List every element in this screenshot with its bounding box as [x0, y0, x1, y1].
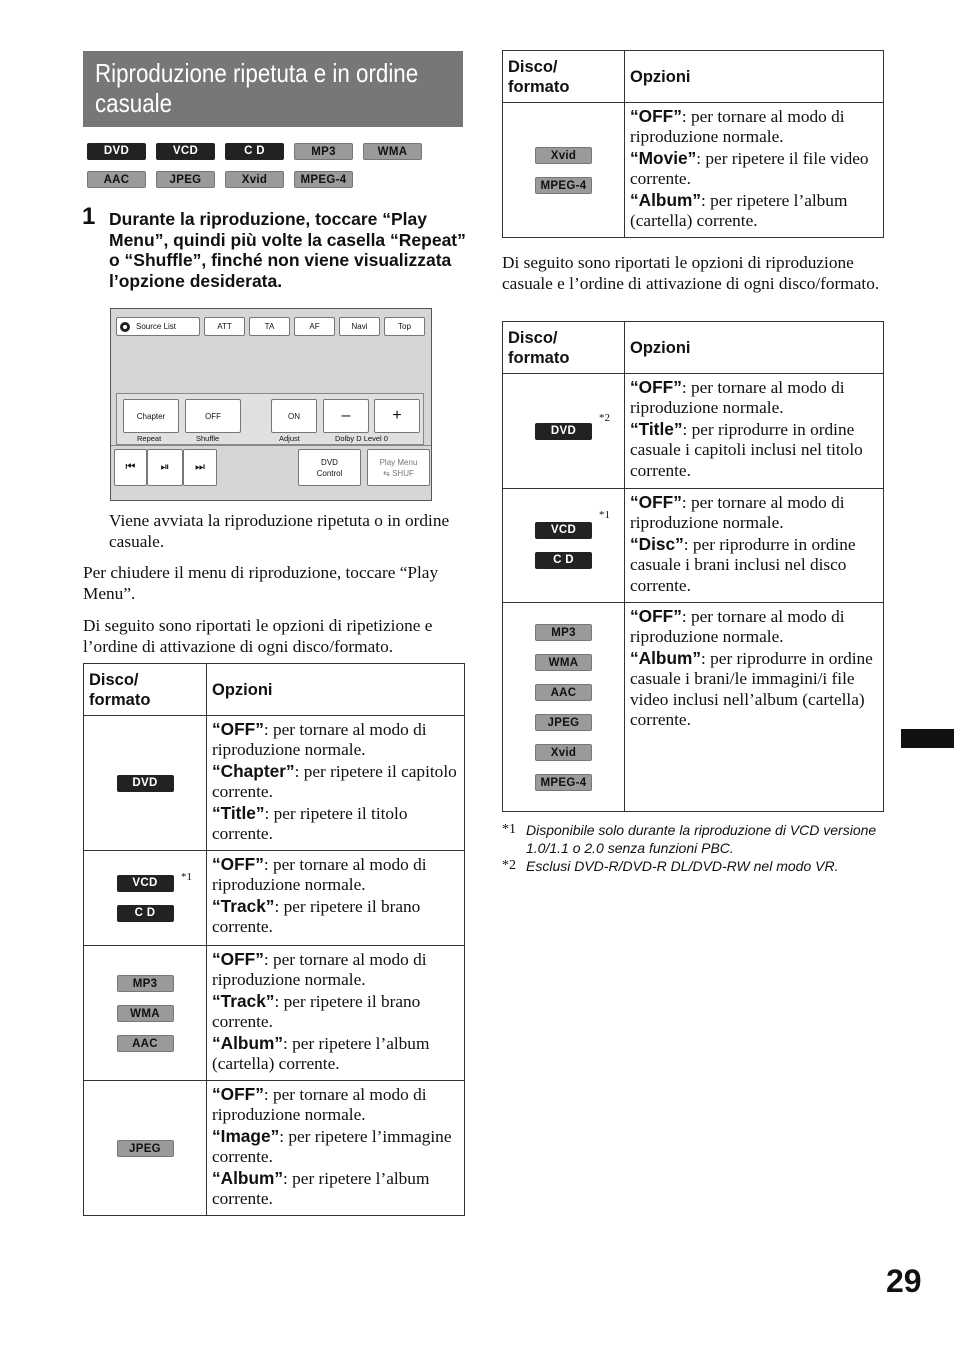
- device-bottom-bar: [111, 445, 431, 491]
- option-description: : per ripetere l’immagine corrente.: [212, 1126, 452, 1167]
- option-key: “Disc”: [630, 533, 684, 554]
- footnote-text: Esclusi DVD-R/DVD-R DL/DVD-RW nel modo VR.: [526, 858, 839, 874]
- option-description: : per tornare al modo di riproduzione normale.: [630, 493, 845, 533]
- format-cell: [84, 1081, 207, 1216]
- format-badge: Xvid: [535, 147, 592, 164]
- shuf-label: SHUF: [392, 468, 414, 478]
- option-key: “Album”: [630, 189, 702, 210]
- option-description: : per tornare al modo di riproduzione normale.: [212, 720, 427, 760]
- format-badge: WMA: [117, 1005, 174, 1022]
- option-description: : per riprodurre in ordine casuale i brani/le immagini/i file video inclusi nell’album (cartella) corrente.: [630, 648, 873, 730]
- header-disc-format: Disco/ formato: [503, 51, 625, 103]
- play-menu-panel: [116, 393, 424, 445]
- format-badge: VCD: [117, 875, 174, 892]
- format-badge: Xvid: [535, 744, 592, 761]
- table-row: [84, 716, 465, 851]
- footnote-text: Disponibile solo durante la riproduzione di VCD versione 1.0/1.1 o 2.0 senza funzioni PBC.: [526, 822, 877, 856]
- plus-button[interactable]: +: [374, 399, 420, 433]
- dvd-control-line2: Control: [316, 468, 343, 478]
- play-menu-line1: Play Menu: [379, 457, 418, 467]
- format-cell: [84, 851, 207, 946]
- dolby-level-label: Dolby D Level 0: [335, 434, 388, 443]
- option-entry: [212, 1126, 460, 1168]
- format-badge-stack: [84, 775, 206, 792]
- option-entry: [630, 492, 879, 534]
- format-badge: MPEG-4: [294, 171, 353, 188]
- navi-button[interactable]: Navi: [339, 317, 380, 336]
- options-cell: [625, 489, 884, 603]
- device-top-bar: [116, 317, 425, 336]
- paragraph-after-screen: Viene avviata la riproduzione ripetuta o in ordine casuale.: [109, 511, 450, 551]
- repeat-options-table-continued: [502, 50, 884, 238]
- option-key: “Title”: [212, 802, 265, 823]
- step-number: 1: [82, 203, 96, 230]
- format-badge: JPEG: [117, 1140, 174, 1157]
- att-button[interactable]: ATT: [204, 317, 245, 336]
- source-icon: [120, 322, 130, 332]
- options-cell: [625, 603, 884, 812]
- format-badge: AAC: [117, 1035, 174, 1052]
- repeat-options-table: [83, 663, 465, 1216]
- section-title: [83, 51, 463, 127]
- footnotes: [502, 821, 902, 875]
- option-description: : per tornare al modo di riproduzione normale.: [630, 107, 845, 147]
- footnote-mark: *2: [502, 858, 516, 873]
- repeat-toggle[interactable]: Chapter: [123, 399, 179, 433]
- previous-track-icon[interactable]: ⏮: [114, 449, 147, 486]
- format-badge: AAC: [87, 171, 146, 188]
- format-badge: C D: [117, 905, 174, 922]
- table-header-row: [503, 51, 884, 103]
- option-description: : per riprodurre in ordine casuale i capitoli inclusi nel titolo corrente.: [630, 419, 863, 480]
- option-key: “Album”: [212, 1167, 284, 1188]
- option-description: : per ripetere il capitolo corrente.: [212, 761, 457, 802]
- option-description: : per tornare al modo di riproduzione normale.: [212, 1085, 427, 1125]
- format-cell: [84, 716, 207, 851]
- options-cell: [625, 374, 884, 489]
- paragraph-shuffle-intro: Di seguito sono riportati le opzioni di riproduzione casuale e l’ordine di attivazione di ogni disco/formato.: [502, 253, 880, 293]
- option-entry: [212, 896, 460, 938]
- format-badge: C D: [225, 143, 284, 160]
- format-badge: MPEG-4: [535, 774, 592, 791]
- format-badge: MP3: [117, 975, 174, 992]
- format-badge: DVD: [117, 775, 174, 792]
- option-description: : per tornare al modo di riproduzione normale.: [212, 950, 427, 990]
- option-key: “Chapter”: [212, 760, 295, 781]
- format-badge: JPEG: [535, 714, 592, 731]
- top-button[interactable]: Top: [384, 317, 425, 336]
- format-badge: VCD: [535, 522, 592, 539]
- paragraph-repeat-intro: Di seguito sono riportati le opzioni di ripetizione e l’ordine di attivazione di ogni disco/formato.: [83, 616, 433, 656]
- option-description: : per ripetere l’album corrente.: [212, 1168, 430, 1209]
- format-badge-stack: [503, 147, 624, 194]
- option-description: : per ripetere l’album (cartella) corrente.: [630, 190, 848, 231]
- option-key: “Album”: [212, 1032, 284, 1053]
- header-options: Opzioni: [625, 322, 884, 374]
- source-list-button[interactable]: [116, 317, 200, 336]
- format-badge: WMA: [535, 654, 592, 671]
- format-badge: C D: [535, 552, 592, 569]
- option-description: : per ripetere il brano corrente.: [212, 991, 421, 1032]
- option-key: “Track”: [212, 990, 275, 1011]
- format-cell: [503, 603, 625, 812]
- table-header-row: [84, 664, 465, 716]
- option-key: “Movie”: [630, 147, 697, 168]
- format-badge: WMA: [363, 143, 422, 160]
- option-description: : per tornare al modo di riproduzione normale.: [212, 855, 427, 895]
- format-badge: MP3: [535, 624, 592, 641]
- format-badge: MP3: [294, 143, 353, 160]
- option-key: “OFF”: [630, 492, 682, 512]
- format-badge: DVD: [535, 423, 592, 440]
- format-badges: [87, 143, 427, 199]
- repeat-label: Repeat: [137, 434, 162, 443]
- header-options: Opzioni: [207, 664, 465, 716]
- format-badges-row-1: [87, 143, 427, 160]
- table-row: [84, 946, 465, 1081]
- option-entry: [630, 606, 879, 648]
- source-list-label: Source List: [136, 322, 177, 331]
- format-badge-stack: [84, 975, 206, 1052]
- device-screen: [110, 308, 432, 501]
- table-header-row: [503, 322, 884, 374]
- format-cell: [84, 946, 207, 1081]
- option-key: “Track”: [212, 895, 275, 916]
- format-badge-stack: [84, 1140, 206, 1157]
- format-badge-stack: [503, 624, 624, 791]
- play-menu-line2: [383, 468, 414, 479]
- play-menu-button[interactable]: [367, 449, 430, 486]
- option-entry: [212, 719, 460, 761]
- option-key: “OFF”: [212, 854, 264, 874]
- option-description: : per riprodurre in ordine casuale i brani inclusi nel disco corrente.: [630, 534, 856, 595]
- options-cell: [207, 851, 465, 946]
- play-pause-icon[interactable]: ⏯: [147, 449, 183, 486]
- dvd-control-button[interactable]: [298, 449, 361, 486]
- table-row: [84, 851, 465, 946]
- option-key: “Album”: [630, 647, 702, 668]
- table-row: [84, 1081, 465, 1216]
- format-badges-row-2: [87, 171, 427, 188]
- table-row: [503, 374, 884, 489]
- option-key: “OFF”: [630, 377, 682, 397]
- option-entry: [212, 991, 460, 1033]
- af-button[interactable]: AF: [294, 317, 335, 336]
- footnote-reference: *1: [599, 509, 610, 521]
- options-cell: [625, 103, 884, 238]
- format-cell: [503, 489, 625, 603]
- next-track-icon[interactable]: ⏭: [183, 449, 217, 486]
- header-disc-format: Disco/ formato: [84, 664, 207, 716]
- minus-button[interactable]: –: [323, 399, 369, 433]
- step-instruction: Durante la riproduzione, toccare “Play Menu”, quindi più volte la casella “Repeat” o “Shuffle”, finché non viene visualizzata l’opzione desiderata.: [109, 209, 466, 291]
- section-title-text: Riproduzione ripetuta e in ordine casuale: [95, 58, 419, 118]
- footnote-2: [502, 857, 902, 875]
- option-entry: [212, 761, 460, 803]
- format-badge: VCD: [156, 143, 215, 160]
- format-cell: [503, 374, 625, 489]
- paragraph-close-menu: Per chiudere il menu di riproduzione, toccare “Play Menu”.: [83, 563, 439, 603]
- format-badge-stack: [503, 423, 624, 440]
- format-badge: AAC: [535, 684, 592, 701]
- format-badge: MPEG-4: [535, 177, 592, 194]
- adjust-toggle[interactable]: ON: [271, 399, 317, 433]
- option-key: “OFF”: [212, 1084, 264, 1104]
- options-cell: [207, 1081, 465, 1216]
- option-entry: [630, 190, 879, 232]
- option-description: : per ripetere il file video corrente.: [630, 148, 869, 189]
- option-key: “Image”: [212, 1125, 280, 1146]
- options-cell: [207, 716, 465, 851]
- footnote-reference: *2: [599, 412, 610, 424]
- shuffle-icon: ⇆: [383, 468, 393, 478]
- option-entry: [212, 854, 460, 896]
- option-entry: [212, 949, 460, 991]
- section-tab-marker: [901, 729, 954, 748]
- option-key: “OFF”: [212, 949, 264, 969]
- ta-button[interactable]: TA: [249, 317, 290, 336]
- format-badge: JPEG: [156, 171, 215, 188]
- option-entry: [630, 148, 879, 190]
- option-entry: [212, 1033, 460, 1075]
- shuffle-label: Shuffle: [196, 434, 220, 443]
- option-entry: [212, 1168, 460, 1210]
- shuffle-toggle[interactable]: OFF: [185, 399, 241, 433]
- option-key: “OFF”: [630, 106, 682, 126]
- dvd-control-line1: DVD: [321, 457, 338, 467]
- option-entry: [212, 803, 460, 845]
- option-entry: [630, 106, 879, 148]
- option-entry: [630, 419, 879, 481]
- header-disc-format: Disco/ formato: [503, 322, 625, 374]
- options-cell: [207, 946, 465, 1081]
- footnote-mark: *1: [502, 822, 516, 837]
- shuffle-options-table: [502, 321, 884, 812]
- adjust-label: Adjust: [279, 434, 300, 443]
- option-key: “OFF”: [212, 719, 264, 739]
- format-badge: DVD: [87, 143, 146, 160]
- header-options: Opzioni: [625, 51, 884, 103]
- option-entry: [630, 534, 879, 596]
- option-key: “OFF”: [630, 606, 682, 626]
- table-row: [503, 603, 884, 812]
- option-description: : per tornare al modo di riproduzione normale.: [630, 378, 845, 418]
- format-badge-stack: [503, 522, 624, 569]
- table-row: [503, 103, 884, 238]
- option-description: : per ripetere l’album (cartella) corrente.: [212, 1033, 430, 1074]
- option-description: : per ripetere il brano corrente.: [212, 896, 421, 937]
- format-badge: Xvid: [225, 171, 284, 188]
- option-description: : per ripetere il titolo corrente.: [212, 803, 408, 844]
- option-description: : per tornare al modo di riproduzione normale.: [630, 607, 845, 647]
- format-cell: [503, 103, 625, 238]
- option-entry: [630, 648, 879, 731]
- footnote-1: [502, 821, 902, 857]
- page-number: 29: [886, 1263, 922, 1299]
- option-key: “Title”: [630, 418, 683, 439]
- table-row: [503, 489, 884, 603]
- footnote-reference: *1: [181, 871, 192, 883]
- option-entry: [212, 1084, 460, 1126]
- option-entry: [630, 377, 879, 419]
